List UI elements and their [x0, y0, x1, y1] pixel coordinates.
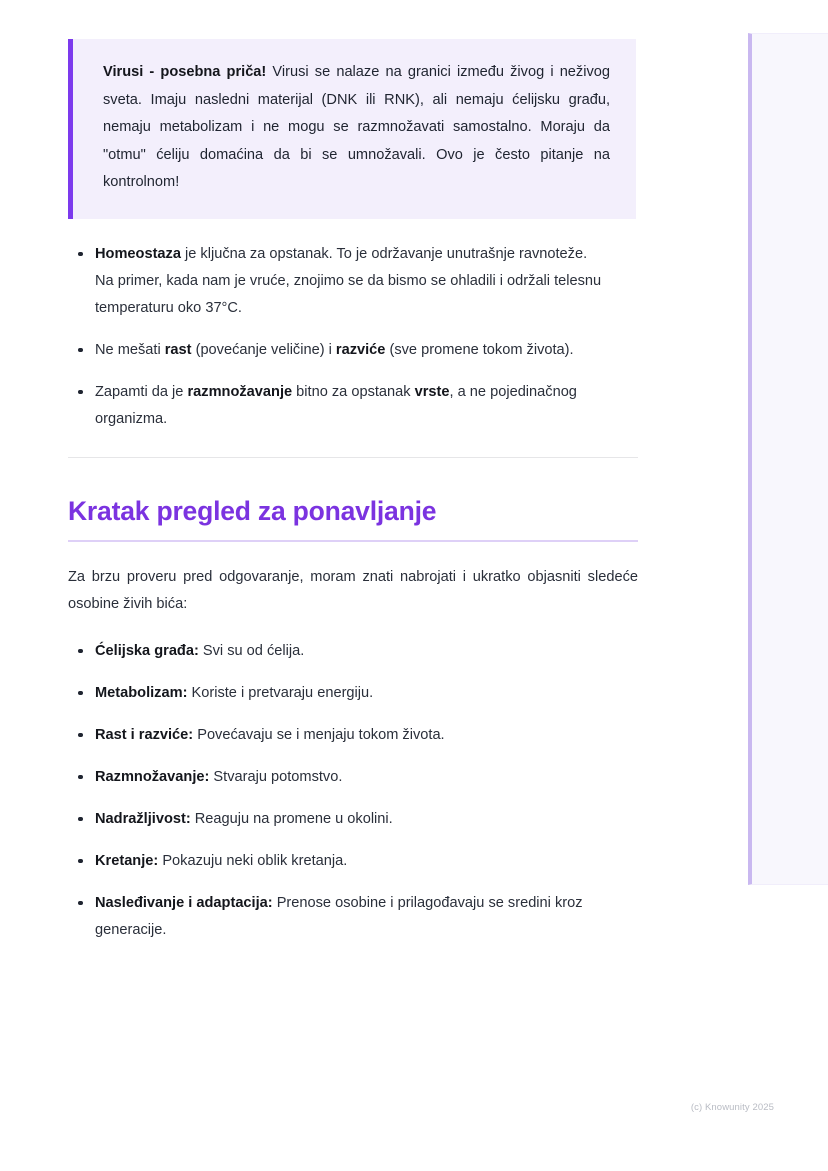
notes-list [68, 241, 638, 433]
list-item [68, 890, 613, 944]
note-text: (sve promene tokom života). [385, 341, 574, 358]
note-middle: (povećanje veličine) i [191, 341, 336, 358]
note-middle: bitno za opstanak [292, 383, 415, 400]
callout-paragraph [103, 59, 610, 197]
list-item [68, 764, 613, 791]
summary-term: Razmnožavanje: [95, 768, 210, 785]
list-item [68, 806, 613, 833]
section-divider [68, 457, 638, 458]
intro-paragraph: Za brzu proveru pred odgovaranje, moram znati nabrojati i ukratko objasniti sledeće osobine živih bića: [68, 568, 638, 612]
list-item [68, 379, 608, 433]
note-prefix: Zapamti da je [95, 383, 188, 400]
summary-desc: Prenose osobine i prilagođavaju se sredini kroz generacije. [95, 894, 583, 938]
summary-term: Metabolizam: [95, 684, 188, 701]
summary-desc: Svi su od ćelija. [198, 642, 305, 659]
page-title: Kratak pregled za ponavljanje [68, 495, 437, 526]
note-lead-term: razmnožavanje [187, 383, 293, 400]
summary-term: Kretanje: [95, 852, 159, 869]
list-item [68, 680, 613, 707]
summary-desc: Povećavaju se i menjaju tokom života. [193, 726, 445, 743]
summary-desc: Koriste i pretvaraju energiju. [187, 684, 374, 701]
note-lead-term-2: vrste [414, 383, 450, 400]
list-item [68, 848, 613, 875]
summary-term: Nadražljivost: [95, 810, 191, 827]
summary-term: Rast i razviće: [95, 726, 194, 743]
note-lead-term-2: razviće [335, 341, 386, 358]
callout-body: Virusi se nalaze na granici između živog i neživog sveta. Imaju nasledni materijal (DNK ili RNK), ali nemaju ćelijsku građu, nemaju metabolizam i ne mogu se razmnožavati samostalno. Moraju da "otmu" ćeliju domaćina da bi se umnožavali. Ovo je često pitanje na kontrolnom! [103, 64, 610, 190]
list-item [68, 241, 608, 322]
summary-desc: Reaguju na promene u okolini. [190, 810, 393, 827]
callout-title: Virusi - posebna priča! [103, 64, 267, 80]
summary-desc: Pokazuju neki oblik kretanja. [158, 852, 348, 869]
title-underline-rule [68, 540, 638, 542]
summary-list [68, 638, 638, 944]
list-item [68, 638, 613, 665]
note-prefix: Ne mešati [95, 341, 165, 358]
list-item [68, 722, 613, 749]
list-item [68, 337, 608, 364]
document-content [68, 0, 638, 959]
note-text: je ključna za opstanak. To je održavanje unutrašnje ravnoteže. Na primer, kada nam je vruće, znojimo se da bismo se ohladili i održali telesnu temperaturu oko 37°C. [95, 245, 602, 316]
footer-copyright: (c) Knowunity 2025 [690, 1102, 774, 1113]
callout-box-virusi [68, 39, 636, 219]
summary-desc: Stvaraju potomstvo. [209, 768, 343, 785]
summary-term: Ćelijska građa: [95, 642, 199, 659]
note-lead-term: Homeostaza [95, 245, 181, 262]
summary-term: Nasleđivanje i adaptacija: [95, 894, 273, 911]
note-lead-term: rast [164, 341, 192, 358]
note-text: , a ne pojedinačnog organizma. [95, 383, 577, 427]
right-side-panel [748, 33, 828, 885]
